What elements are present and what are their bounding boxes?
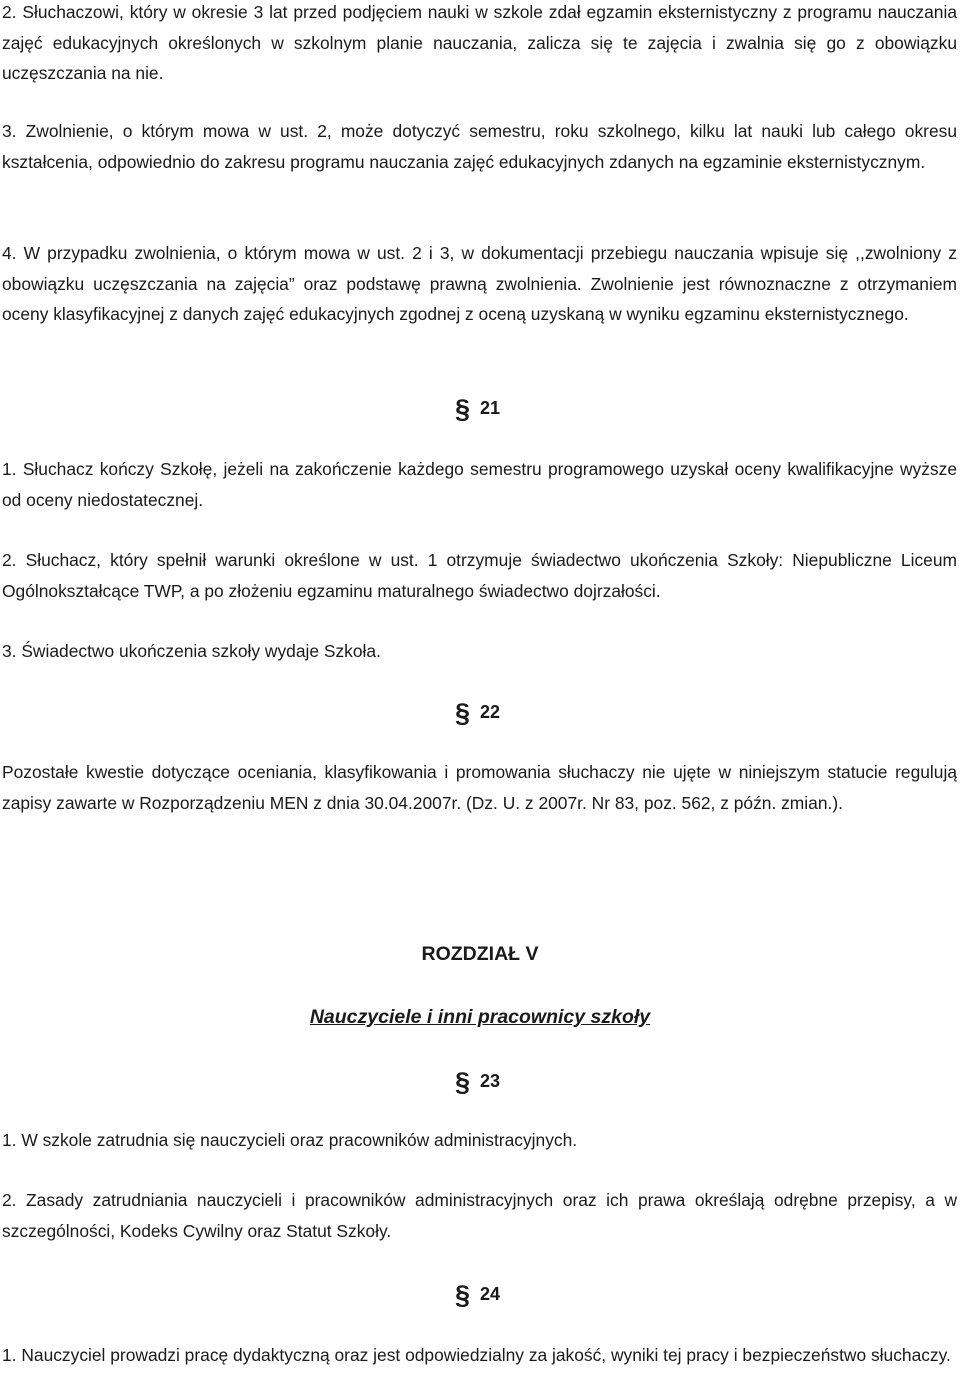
paragraph-sign: §	[455, 698, 471, 728]
section-heading-21	[455, 393, 501, 424]
paragraph-23-2: 2. Zasady zatrudniania nauczycieli i pracowników administracyjnych oraz ich prawa określają odrębne przepisy, a w szczególności, Kodeks Cywilny oraz Statut Szkoły.	[2, 1190, 957, 1241]
paragraph-21-2: 2. Słuchacz, który spełnił warunki określone w ust. 1 otrzymuje świadectwo ukończenia Szkoły: Niepubliczne Liceum Ogólnokształcące TWP, a po złożeniu egzaminu maturalnego świadectwo dojrzałości.	[2, 550, 957, 601]
section-number: 22	[480, 702, 501, 722]
paragraph-24-1: 1. Nauczyciel prowadzi pracę dydaktyczną oraz jest odpowiedzialny za jakość, wyniki tej pracy i bezpieczeństwo słuchaczy.	[2, 1345, 951, 1365]
section-number: 24	[480, 1284, 501, 1304]
paragraph-sign: §	[455, 1067, 471, 1097]
paragraph-exemption-scope: 3. Zwolnienie, o którym mowa w ust. 2, może dotyczyć semestru, roku szkolnego, kilku lat nauki lub całego okresu kształcenia, odpowiednio do zakresu programu nauczania zajęć edukacyjnych zdanych na egzaminie eksternistycznym.	[2, 121, 957, 172]
section-heading-23	[455, 1066, 501, 1097]
section-number: 21	[480, 398, 501, 418]
paragraph-23-1: 1. W szkole zatrudnia się nauczycieli oraz pracowników administracyjnych.	[2, 1130, 578, 1150]
paragraph-21-3: 3. Świadectwo ukończenia szkoły wydaje Szkoła.	[2, 641, 381, 661]
section-number: 23	[480, 1071, 501, 1091]
paragraph-sign: §	[455, 394, 471, 424]
paragraph-22: Pozostałe kwestie dotyczące oceniania, klasyfikowania i promowania słuchaczy nie ujęte w niniejszym statucie regulują zapisy zawarte w Rozporządzeniu MEN z dnia 30.04.2007r. (Dz. U. z 2007r. Nr 83, poz. 562, z późn. zmian.).	[2, 762, 957, 813]
chapter-subtitle-text: Nauczyciele i inni pracownicy szkoły	[309, 1006, 651, 1028]
paragraph-21-1: 1. Słuchacz kończy Szkołę, jeżeli na zakończenie każdego semestru programowego uzyskał oceny kwalifikacyjne wyższe od oceny niedostatecznej.	[2, 459, 957, 510]
section-heading-22	[455, 697, 501, 728]
chapter-title: ROZDZIAŁ V	[421, 943, 539, 965]
paragraph-exam-exemption: 2. Słuchaczowi, który w okresie 3 lat przed podjęciem nauki w szkole zdał egzamin eksternistyczny z programu nauczania zajęć edukacyjnych określonych w szkolnym planie nauczania, zalicza się te zajęcia i zwalnia się go z obowiązku uczęszczania na nie.	[2, 2, 957, 84]
chapter-subtitle	[0, 1004, 960, 1030]
section-heading-24	[455, 1279, 501, 1310]
paragraph-sign: §	[455, 1280, 471, 1310]
paragraph-exemption-documentation: 4. W przypadku zwolnienia, o którym mowa w ust. 2 i 3, w dokumentacji przebiegu nauczania wpisuje się ,,zwolniony z obowiązku uczęszczania na zajęcia” oraz podstawę prawną zwolnienia. Zwolnienie jest równoznaczne z otrzymaniem oceny klasyfikacyjnej z danych zajęć edukacyjnych zgodnej z oceną uzyskaną w wyniku egzaminu eksternistycznego.	[2, 243, 957, 325]
